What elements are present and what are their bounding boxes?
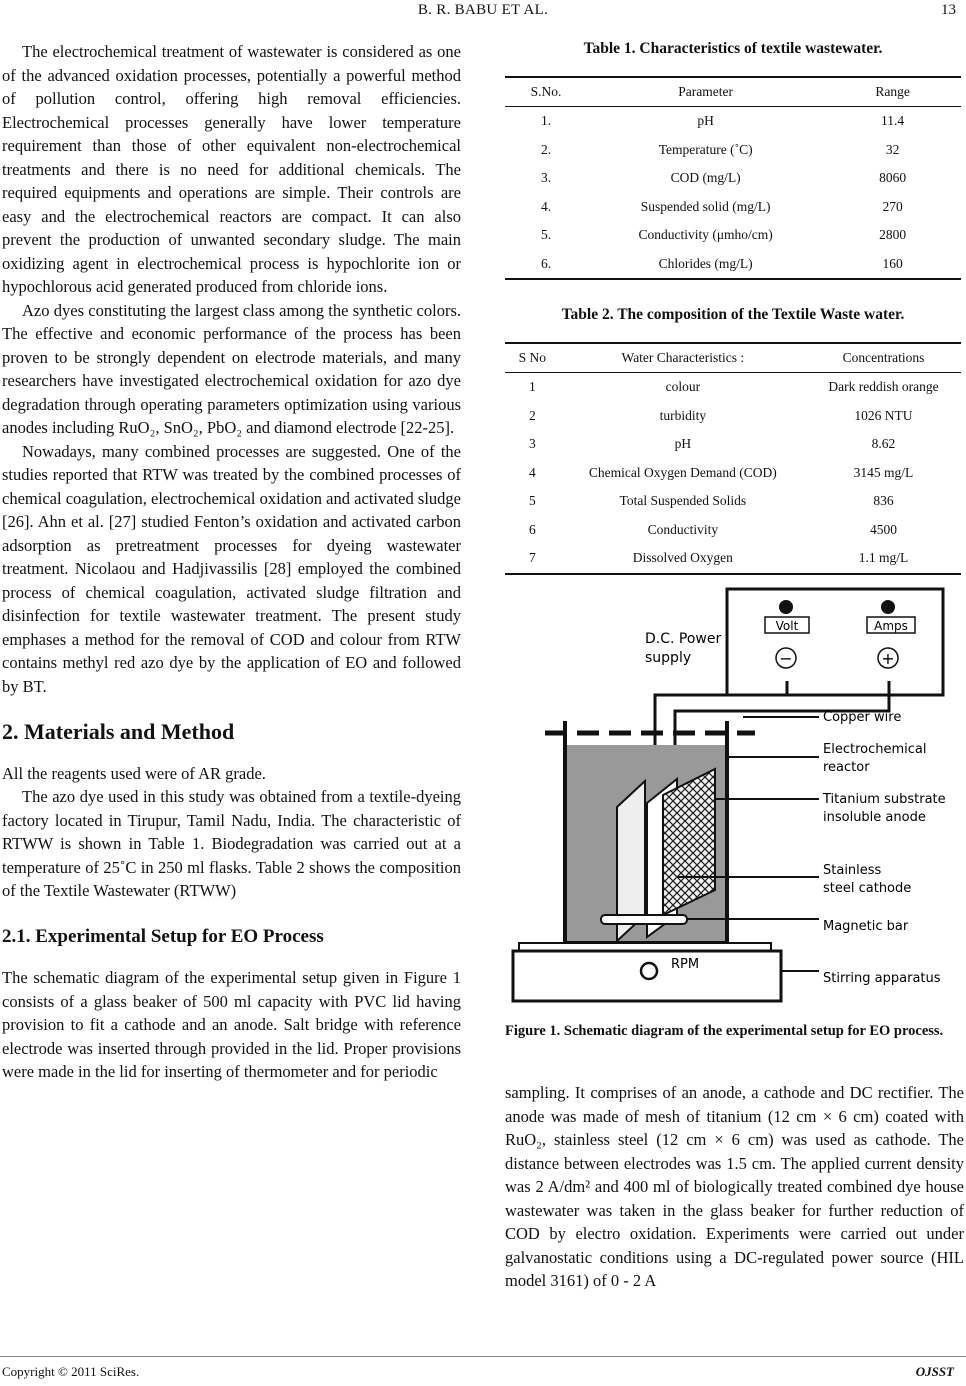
table-cell: turbidity bbox=[659, 407, 707, 423]
stirring-label: Stirring apparatus bbox=[823, 971, 941, 986]
amps-label: Amps bbox=[874, 619, 908, 633]
paragraph: The electrochemical treatment of wastewater is considered as one of the advanced oxidation processes, potentially a powerful method of pollution control, offering high removal efficiencies. Electrochemical processes generally have lower temperature requirement than those of other equivalent non-electrochemical treatments and there is no need for additional chemicals. The required equipments and operations are simple. Their controls are easy and the electrochemical reactors are compact. It can also prevent the production of unwanted secondary sludge. The main oxidizing agent in electrochemical process is hypochlorite ion or hypochlorous acid generated produced from chloride ions. bbox=[2, 42, 461, 296]
table-row bbox=[505, 193, 961, 222]
table-header: Concentrations bbox=[806, 343, 961, 373]
table2-caption: Table 2. The composition of the Textile Waste water. bbox=[561, 306, 905, 323]
table-cell: COD (mg/L) bbox=[670, 170, 741, 186]
table-cell: Suspended solid (mg/L) bbox=[640, 198, 771, 214]
footer-copyright: Copyright © 2011 SciRes. bbox=[2, 1364, 140, 1379]
power-label: D.C. Power bbox=[645, 631, 722, 647]
table-cell: 1026 NTU bbox=[854, 407, 913, 423]
table-cell: 2800 bbox=[879, 227, 907, 243]
table-cell: 6. bbox=[505, 250, 587, 280]
figure-caption: Figure 1. Schematic diagram of the experimental setup for EO process. bbox=[505, 1023, 944, 1039]
reactor-label: Electrochemical bbox=[823, 742, 927, 757]
table1 bbox=[505, 76, 961, 280]
table-row bbox=[505, 516, 961, 545]
running-head-authors: B. R. BABU ET AL. bbox=[417, 2, 549, 18]
page-number: 13 bbox=[941, 2, 956, 18]
table-cell: 2 bbox=[528, 407, 536, 423]
section-heading: 2. Materials and Method bbox=[2, 719, 235, 744]
table-row bbox=[505, 136, 961, 165]
table-row bbox=[505, 459, 961, 488]
table-row bbox=[505, 544, 961, 574]
paragraph: All the reagents used were of AR grade. bbox=[2, 763, 266, 783]
magnetic-bar bbox=[601, 915, 687, 924]
table-cell: 3. bbox=[540, 170, 552, 186]
table-cell: pH bbox=[697, 113, 714, 129]
rpm-knob-icon bbox=[641, 963, 657, 979]
table-cell: Dark reddish orange bbox=[828, 379, 939, 395]
paragraph: sampling. It comprises of an anode, a cathode and DC rectifier. The anode was made of mesh of titanium (12 cm × 6 cm) coated with RuO₂, stainless steel (12 cm × 6 cm) was used as cathode. The distance between electrodes was 1.5 cm. The applied current density was 2 A/dm² and 400 ml of biologically treated combined dye house wastewater was taken in the glass beaker for further reduction of COD by electro oxidation. Experiments were carried out under galvanostatic conditions using a DC-regulated power source (HIL model 3161) of 0 - 2 A bbox=[505, 1083, 964, 1290]
footer-journal: OJSST bbox=[915, 1364, 954, 1379]
paragraph: The azo dye used in this study was obtained from a textile-dyeing factory located in Tirupur, Tamil Nadu, India. The characteristic of RTWW is shown in Table 1. Biodegradation was carried out at a temperature of 25˚C in 250 ml flasks. Table 2 shows the composition of the Textile Wastewater (RTWW) bbox=[2, 787, 461, 900]
table-header: Parameter bbox=[587, 77, 824, 107]
table-cell: 5. bbox=[540, 227, 552, 243]
copper-wire-label: Copper wire bbox=[823, 710, 902, 725]
table-row bbox=[505, 487, 961, 516]
table-cell: colour bbox=[665, 379, 701, 395]
running-head bbox=[0, 0, 966, 28]
anode-label-2: insoluble anode bbox=[823, 810, 926, 825]
table-cell: 8.62 bbox=[871, 436, 896, 452]
table-cell: 4 bbox=[528, 464, 536, 480]
table-cell: 270 bbox=[882, 198, 903, 214]
right-column-tables bbox=[505, 40, 961, 575]
table-row bbox=[505, 250, 961, 280]
right-column-text bbox=[505, 1081, 964, 1293]
table-cell: Conductivity bbox=[647, 521, 719, 537]
cathode-label: Stainless bbox=[823, 863, 882, 878]
table-header: S No bbox=[505, 343, 560, 373]
table-cell: 4500 bbox=[869, 521, 897, 537]
table-cell: 7 bbox=[505, 544, 560, 574]
table-cell: 32 bbox=[885, 141, 900, 157]
volt-label: Volt bbox=[775, 619, 799, 633]
table-header: S.No. bbox=[505, 77, 587, 107]
table-cell: 8060 bbox=[879, 170, 907, 186]
table-cell: 3145 mg/L bbox=[853, 464, 914, 480]
table-cell: Conductivity (μmho/cm) bbox=[638, 227, 773, 243]
table1-caption: Table 1. Characteristics of textile wastewater. bbox=[583, 40, 883, 57]
table-row bbox=[505, 164, 961, 193]
table-row bbox=[505, 221, 961, 250]
table-row bbox=[505, 402, 961, 431]
magnetic-bar-label: Magnetic bar bbox=[823, 919, 909, 934]
volt-dial-icon bbox=[779, 600, 793, 614]
table-row bbox=[505, 107, 961, 136]
minus-label: − bbox=[779, 649, 793, 668]
paragraph: Azo dyes constituting the largest class among the synthetic colors. The effective and economic performance of the process has been proven to be strongly dependent on electrode materials, and many researchers have investigated electrochemical oxidation for azo dye degradation through operating parameters optimization using various anodes including RuO₂, SnO₂, PbO₂ and diamond electrode [22-25]. bbox=[2, 300, 461, 437]
reactor-label-2: reactor bbox=[823, 760, 870, 775]
left-column bbox=[2, 40, 461, 1084]
amps-dial-icon bbox=[881, 600, 895, 614]
table-cell: 6 bbox=[528, 521, 536, 537]
eo-setup-diagram bbox=[505, 585, 961, 1005]
table-cell: 1 bbox=[528, 379, 536, 395]
rpm-label: RPM bbox=[671, 957, 700, 972]
table-cell: 3 bbox=[528, 436, 536, 452]
table-row bbox=[505, 373, 961, 402]
power-label-2: supply bbox=[645, 650, 692, 666]
paragraph: Nowadays, many combined processes are suggested. One of the studies reported that RTW was treated by the combined processes of chemical coagulation, electrochemical oxidation and activated sludge [26]. Ahn et al. [27] studied Fenton’s oxidation and activated carbon adsorption as pretreatment processes for dyeing wastewater treatment. Nicolaou and Hadjivassilis [28] employed the combined process of chemical coagulation, activated sludge filtration and disinfection for textile wastewater treatment. The present study emphases a method for the removal of COD and colour from RTW contains methyl red azo dye by the application of EO and followed by BT. bbox=[2, 441, 461, 696]
subsection-heading: 2.1. Experimental Setup for EO Process bbox=[2, 925, 324, 947]
table-cell: 2. bbox=[540, 141, 552, 157]
table2 bbox=[505, 342, 961, 575]
plus-label: + bbox=[881, 649, 895, 668]
table-cell: 160 bbox=[824, 250, 961, 280]
table-cell: Total Suspended Solids bbox=[619, 493, 747, 509]
table-cell: 1. bbox=[540, 113, 552, 129]
table-cell: 5 bbox=[528, 493, 536, 509]
power-supply-box bbox=[727, 589, 943, 695]
anode-label: Titanium substrate bbox=[823, 792, 946, 807]
table-cell: Chemical Oxygen Demand (COD) bbox=[588, 464, 777, 480]
table-cell: 11.4 bbox=[881, 113, 905, 129]
footer-rule bbox=[0, 1356, 966, 1357]
figure-1-schematic bbox=[505, 585, 961, 1005]
table-cell: Temperature (˚C) bbox=[658, 141, 753, 157]
table-header: Range bbox=[824, 77, 961, 107]
cathode-label-2: steel cathode bbox=[823, 881, 912, 896]
anode-mesh bbox=[663, 769, 715, 915]
table-cell: 836 bbox=[873, 493, 894, 509]
table-cell: Dissolved Oxygen bbox=[560, 544, 806, 574]
paragraph: The schematic diagram of the experimental setup given in Figure 1 consists of a glass beaker of 500 ml capacity with PVC lid having provision to fit a cathode and an anode. Salt bridge with reference electrode was inserted through provided in the lid. Proper provisions were made in the lid for inserting of thermometer and for periodic bbox=[2, 968, 461, 1081]
table-cell: 1.1 mg/L bbox=[806, 544, 961, 574]
table-header: Water Characteristics : bbox=[560, 343, 806, 373]
table-cell: pH bbox=[674, 436, 692, 452]
table-row bbox=[505, 430, 961, 459]
table-cell: 4. bbox=[540, 198, 552, 214]
table-cell: Chlorides (mg/L) bbox=[587, 250, 824, 280]
